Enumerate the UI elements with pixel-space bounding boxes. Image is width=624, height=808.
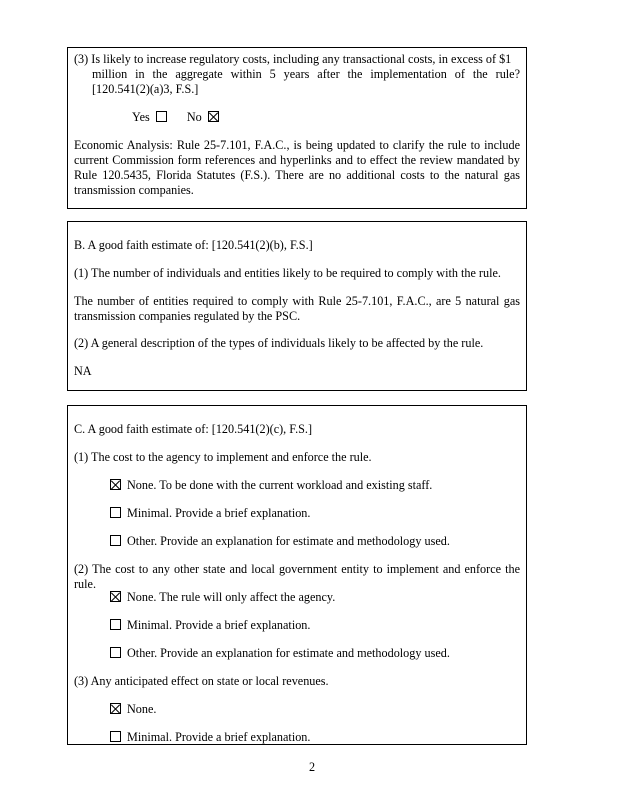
section-c-heading: C. A good faith estimate of: [120.541(2)(c), F.S.]: [74, 422, 312, 436]
option-label: Other. Provide an explanation for estimate and methodology used.: [127, 534, 450, 548]
government-none-checkbox[interactable]: [110, 591, 121, 602]
option-label: None. To be done with the current workload and existing staff.: [127, 478, 433, 492]
good-faith-estimate-c-section: [67, 405, 527, 745]
option-label: Minimal. Provide a brief explanation.: [127, 506, 311, 520]
option-label: Other. Provide an explanation for estimate and methodology used.: [127, 646, 450, 660]
section-c-question-3: (3) Any anticipated effect on state or local revenues.: [74, 674, 329, 688]
option-label: None. The rule will only affect the agency.: [127, 590, 336, 604]
government-cost-option-none: [110, 590, 520, 605]
option-label: None.: [127, 702, 157, 716]
revenue-effect-option-minimal: [110, 730, 520, 745]
economic-analysis: Economic Analysis: Rule 25-7.101, F.A.C., is being updated to clarify the rule to include current Commission form references and hyperlinks and to effect the review mandated by Rule 120.5435, Florida Statutes (F.S.). There are no additional costs to the natural gas transmission companies.: [74, 138, 520, 197]
revenue-effect-option-none: [110, 702, 520, 717]
government-cost-option-minimal: [110, 618, 520, 633]
yes-no-choice: [132, 110, 219, 125]
regulatory-cost-section: [67, 47, 527, 209]
section-c-question-1: (1) The cost to the agency to implement and enforce the rule.: [74, 450, 372, 464]
section-b-answer-1: The number of entities required to comply with Rule 25-7.101, F.A.C., are 5 natural gas transmission companies regulated by the PSC.: [74, 294, 520, 323]
section-b-question-1: (1) The number of individuals and entities likely to be required to comply with the rule.: [74, 266, 501, 280]
section-b-question-2: (2) A general description of the types of individuals likely to be affected by the rule.: [74, 336, 484, 350]
revenue-none-checkbox[interactable]: [110, 703, 121, 714]
option-label: Minimal. Provide a brief explanation.: [127, 618, 311, 632]
section-c-question-2: (2) The cost to any other state and local government entity to implement and enforce the rule.: [74, 562, 520, 591]
no-label: No: [186, 110, 202, 124]
page-number: 2: [308, 760, 316, 774]
agency-none-checkbox[interactable]: [110, 479, 121, 490]
good-faith-estimate-b-section: [67, 221, 527, 391]
yes-label: Yes: [132, 110, 150, 124]
revenue-minimal-checkbox[interactable]: [110, 731, 121, 742]
agency-cost-option-minimal: [110, 506, 520, 521]
yes-checkbox[interactable]: [156, 111, 167, 122]
section-b-answer-2: NA: [74, 364, 92, 378]
question-3-citation: [120.541(2)(a)3, F.S.]: [92, 82, 199, 96]
section-b-heading: B. A good faith estimate of: [120.541(2)(b), F.S.]: [74, 238, 313, 252]
government-cost-option-other: [110, 646, 520, 661]
agency-minimal-checkbox[interactable]: [110, 507, 121, 518]
question-3-line-1: (3) Is likely to increase regulatory costs, including any transactional costs, in excess of $1: [74, 52, 512, 66]
agency-cost-option-other: [110, 534, 520, 549]
option-label: Minimal. Provide a brief explanation.: [127, 730, 311, 744]
question-3-line-2: million in the aggregate within 5 years after the implementation of the rule?: [92, 67, 520, 81]
agency-other-checkbox[interactable]: [110, 535, 121, 546]
no-checkbox[interactable]: [208, 111, 219, 122]
government-minimal-checkbox[interactable]: [110, 619, 121, 630]
government-other-checkbox[interactable]: [110, 647, 121, 658]
agency-cost-option-none: [110, 478, 520, 493]
